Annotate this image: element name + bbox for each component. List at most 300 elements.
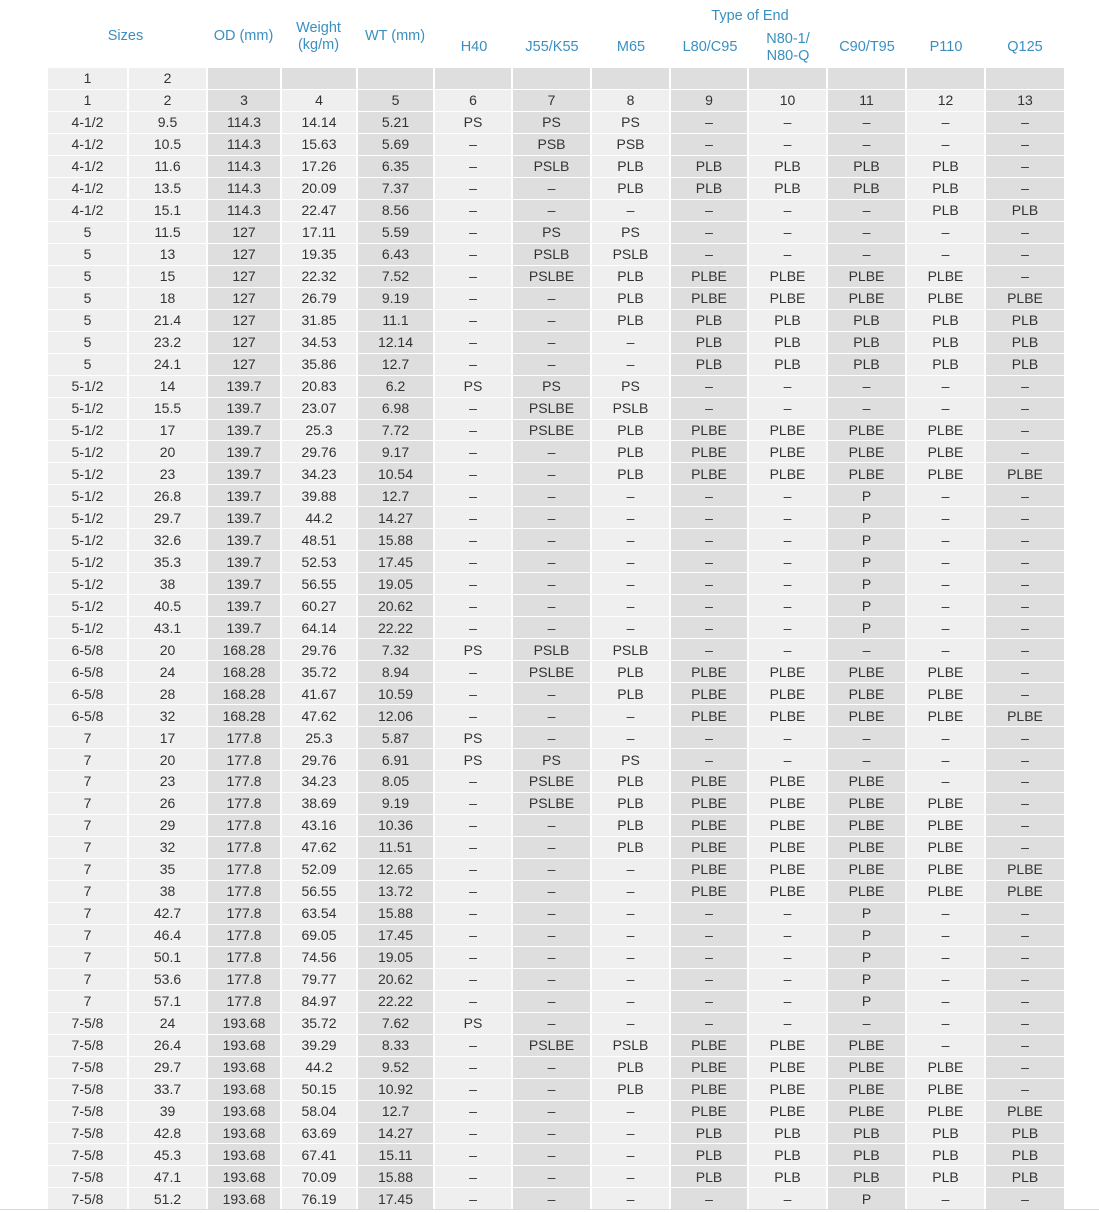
table-cell: 20 xyxy=(128,749,207,771)
table-cell: PLBE xyxy=(906,463,985,485)
table-cell: 193.68 xyxy=(207,1012,281,1034)
table-row xyxy=(48,221,1064,243)
table-cell: PLBE xyxy=(906,1100,985,1122)
table-cell: 139.7 xyxy=(207,617,281,639)
grade-header-line: L80/C95 xyxy=(682,39,738,55)
table-cell: – xyxy=(985,441,1064,463)
table-cell: PS xyxy=(591,749,670,771)
table-cell: PLBE xyxy=(827,814,906,836)
table-cell: 38.69 xyxy=(281,792,357,814)
table-cell: PLB xyxy=(670,1144,748,1166)
table-cell: PLBE xyxy=(827,441,906,463)
table-cell: PLBE xyxy=(748,683,827,705)
table-cell: PLBE xyxy=(827,287,906,309)
table-cell: – xyxy=(512,507,591,529)
table-cell: 5 xyxy=(48,265,128,287)
table-cell: – xyxy=(748,990,827,1012)
table-cell: – xyxy=(985,243,1064,265)
table-cell: 10.59 xyxy=(357,683,434,705)
table-cell: PLBE xyxy=(827,463,906,485)
table-cell: PLB xyxy=(985,1122,1064,1144)
table-cell: 5 xyxy=(48,309,128,331)
table-cell: PLBE xyxy=(827,836,906,858)
table-row xyxy=(48,529,1064,551)
table-cell: – xyxy=(512,1078,591,1100)
table-cell: – xyxy=(906,375,985,397)
table-cell: – xyxy=(827,749,906,771)
table-cell: PLB xyxy=(827,331,906,353)
table-cell: PSLBE xyxy=(512,397,591,419)
table-cell: P xyxy=(827,617,906,639)
table-cell: PLBE xyxy=(906,683,985,705)
table-cell: 177.8 xyxy=(207,880,281,902)
table-cell: PLB xyxy=(670,309,748,331)
table-cell: 22.32 xyxy=(281,265,357,287)
table-cell: 7-5/8 xyxy=(48,1056,128,1078)
table-cell: 43.16 xyxy=(281,814,357,836)
table-cell: PLB xyxy=(748,155,827,177)
table-cell: 19.05 xyxy=(357,946,434,968)
table-cell: – xyxy=(985,683,1064,705)
table-cell: – xyxy=(512,1012,591,1034)
table-cell: – xyxy=(906,902,985,924)
table-cell: PLBE xyxy=(985,287,1064,309)
table-cell: – xyxy=(434,1034,512,1056)
table-row xyxy=(48,1012,1064,1034)
table-cell: 20.83 xyxy=(281,375,357,397)
table-cell: PLBE xyxy=(827,661,906,683)
table-row xyxy=(48,814,1064,836)
table-cell: – xyxy=(512,529,591,551)
table-cell: 17.45 xyxy=(357,1188,434,1210)
table-cell: – xyxy=(670,727,748,749)
table-cell: 5-1/2 xyxy=(48,397,128,419)
table-cell: – xyxy=(512,1144,591,1166)
table-cell: – xyxy=(591,199,670,221)
table-cell: – xyxy=(434,1078,512,1100)
table-cell: 33.7 xyxy=(128,1078,207,1100)
table-cell: PLB xyxy=(985,353,1064,375)
grade-header xyxy=(592,39,670,56)
table-cell: PLB xyxy=(906,1166,985,1188)
table-cell: 41.67 xyxy=(281,683,357,705)
table-cell: PLBE xyxy=(748,858,827,880)
table-cell: – xyxy=(434,990,512,1012)
table-row xyxy=(48,111,1064,133)
table-cell: 6-5/8 xyxy=(48,683,128,705)
table-cell: – xyxy=(748,727,827,749)
table-cell: PLBE xyxy=(748,419,827,441)
table-cell: – xyxy=(591,705,670,727)
table-cell: 7-5/8 xyxy=(48,1012,128,1034)
table-cell: PLB xyxy=(748,1122,827,1144)
table-cell: – xyxy=(434,858,512,880)
table-row xyxy=(48,507,1064,529)
table-cell: 8.94 xyxy=(357,661,434,683)
table-cell: – xyxy=(434,1166,512,1188)
table-cell: PS xyxy=(434,111,512,133)
table-cell: 56.55 xyxy=(281,880,357,902)
table-cell: – xyxy=(434,617,512,639)
table-cell: 139.7 xyxy=(207,463,281,485)
table-cell: PLB xyxy=(827,1166,906,1188)
table-cell: PLB xyxy=(591,771,670,793)
table-cell: 35 xyxy=(128,858,207,880)
table-cell: – xyxy=(748,902,827,924)
table-cell: – xyxy=(434,1188,512,1210)
table-cell: PLB xyxy=(985,1144,1064,1166)
table-cell: – xyxy=(434,792,512,814)
table-cell: PLB xyxy=(591,1056,670,1078)
table-row xyxy=(48,397,1064,419)
table-cell: – xyxy=(906,243,985,265)
table-cell: PLBE xyxy=(670,771,748,793)
table-row xyxy=(48,485,1064,507)
table-row xyxy=(48,1144,1064,1166)
table-cell: 6.2 xyxy=(357,375,434,397)
table-cell: 39 xyxy=(128,1100,207,1122)
table-cell: PLB xyxy=(591,814,670,836)
table-cell: 17.45 xyxy=(357,551,434,573)
grade-header xyxy=(828,39,906,56)
table-row xyxy=(48,375,1064,397)
table-row xyxy=(48,287,1064,309)
table-cell: – xyxy=(434,353,512,375)
table-cell: 63.69 xyxy=(281,1122,357,1144)
table-cell: 29.76 xyxy=(281,749,357,771)
table-cell: – xyxy=(434,419,512,441)
weight-header-line1: Weight xyxy=(296,20,341,36)
table-cell: PLBE xyxy=(748,661,827,683)
table-cell: 193.68 xyxy=(207,1188,281,1210)
table-cell: 8 xyxy=(591,89,670,111)
table-row xyxy=(48,89,1064,111)
table-cell: PLBE xyxy=(906,441,985,463)
table-cell: PLBE xyxy=(906,792,985,814)
table-cell: 5-1/2 xyxy=(48,507,128,529)
table-cell: PLB xyxy=(827,155,906,177)
table-cell: PLBE xyxy=(748,1034,827,1056)
table-cell: 7 xyxy=(48,727,128,749)
table-cell: – xyxy=(670,111,748,133)
table-cell: 7 xyxy=(48,880,128,902)
table-cell: 25.3 xyxy=(281,419,357,441)
table-cell: – xyxy=(434,441,512,463)
table-cell: PLBE xyxy=(827,858,906,880)
table-cell: 7-5/8 xyxy=(48,1100,128,1122)
table-cell: PLB xyxy=(985,1166,1064,1188)
table-cell: – xyxy=(512,485,591,507)
table-cell: PLBE xyxy=(906,705,985,727)
table-cell: – xyxy=(827,1012,906,1034)
table-cell: – xyxy=(670,573,748,595)
table-cell: 1 xyxy=(48,68,128,89)
table-cell: 23 xyxy=(128,771,207,793)
table-cell: PLB xyxy=(591,155,670,177)
table-cell: – xyxy=(827,375,906,397)
table-cell: 10.36 xyxy=(357,814,434,836)
table-cell: 19.35 xyxy=(281,243,357,265)
table-cell: – xyxy=(906,485,985,507)
table-cell: – xyxy=(434,814,512,836)
table-cell: – xyxy=(434,573,512,595)
table-cell: PLBE xyxy=(906,419,985,441)
table-cell: 10 xyxy=(748,89,827,111)
table-cell: 13 xyxy=(985,89,1064,111)
table-cell: – xyxy=(434,485,512,507)
table-cell: – xyxy=(670,902,748,924)
table-cell: – xyxy=(748,639,827,661)
table-cell: PLBE xyxy=(670,858,748,880)
table-cell: – xyxy=(434,551,512,573)
table-cell: PLBE xyxy=(670,880,748,902)
table-cell: – xyxy=(434,265,512,287)
table-cell: PLB xyxy=(748,177,827,199)
table-cell: 11.5 xyxy=(128,221,207,243)
table-cell: – xyxy=(748,529,827,551)
table-cell: PLBE xyxy=(827,1078,906,1100)
table-cell: PLBE xyxy=(748,771,827,793)
table-cell: PLBE xyxy=(670,265,748,287)
table-cell: 168.28 xyxy=(207,683,281,705)
table-cell: – xyxy=(670,133,748,155)
table-cell: – xyxy=(512,814,591,836)
table-cell: – xyxy=(985,924,1064,946)
table-row xyxy=(48,639,1064,661)
table-cell: 20 xyxy=(128,639,207,661)
table-cell: 114.3 xyxy=(207,177,281,199)
table-row xyxy=(48,595,1064,617)
table-cell: PLBE xyxy=(906,858,985,880)
table-row xyxy=(48,727,1064,749)
table-cell: 9.19 xyxy=(357,792,434,814)
table-cell: 4-1/2 xyxy=(48,133,128,155)
table-cell: 10.5 xyxy=(128,133,207,155)
table-cell: PLBE xyxy=(670,705,748,727)
table-cell: PLBE xyxy=(748,814,827,836)
table-cell: 69.05 xyxy=(281,924,357,946)
table-cell: PSLB xyxy=(512,639,591,661)
table-cell: – xyxy=(434,287,512,309)
table-cell: – xyxy=(512,463,591,485)
table-cell: – xyxy=(512,1188,591,1210)
table-cell: 14 xyxy=(128,375,207,397)
table-cell: 7.32 xyxy=(357,639,434,661)
table-row xyxy=(48,265,1064,287)
table-cell: – xyxy=(748,1012,827,1034)
table-cell: 177.8 xyxy=(207,814,281,836)
table-cell: 15.1 xyxy=(128,199,207,221)
table-cell: – xyxy=(670,375,748,397)
table-cell: PLBE xyxy=(906,880,985,902)
table-cell: – xyxy=(434,924,512,946)
table-cell: 35.86 xyxy=(281,353,357,375)
table-cell: – xyxy=(827,111,906,133)
table-cell: 13 xyxy=(128,243,207,265)
table-cell: 5-1/2 xyxy=(48,617,128,639)
table-cell: – xyxy=(670,617,748,639)
table-cell: PLBE xyxy=(670,683,748,705)
table-cell: – xyxy=(985,507,1064,529)
table-cell: – xyxy=(985,727,1064,749)
table-cell: – xyxy=(748,133,827,155)
table-cell: – xyxy=(985,221,1064,243)
table-cell: – xyxy=(906,221,985,243)
table-cell: 15.88 xyxy=(357,529,434,551)
table-cell xyxy=(670,68,748,89)
table-cell: – xyxy=(906,397,985,419)
table-cell: 193.68 xyxy=(207,1078,281,1100)
table-cell: 5 xyxy=(357,89,434,111)
table-cell: – xyxy=(434,529,512,551)
table-cell: 7.62 xyxy=(357,1012,434,1034)
table-cell: PLB xyxy=(906,199,985,221)
od-header: OD (mm) xyxy=(213,28,274,44)
table-cell: – xyxy=(434,243,512,265)
table-cell xyxy=(357,68,434,89)
table-cell: PSB xyxy=(512,133,591,155)
table-cell: 7 xyxy=(48,814,128,836)
table-cell: PLB xyxy=(670,1122,748,1144)
table-cell: – xyxy=(512,177,591,199)
table-cell: PLB xyxy=(906,353,985,375)
sizes-header: Sizes xyxy=(107,28,144,44)
table-cell: – xyxy=(827,727,906,749)
table-cell: – xyxy=(985,595,1064,617)
table-cell: 25.3 xyxy=(281,727,357,749)
table-cell: PLB xyxy=(748,1166,827,1188)
table-row xyxy=(48,902,1064,924)
table-cell: PLBE xyxy=(670,836,748,858)
table-cell: 127 xyxy=(207,287,281,309)
table-cell: 13.72 xyxy=(357,880,434,902)
table-cell: 7 xyxy=(48,792,128,814)
table-cell: – xyxy=(512,924,591,946)
table-cell: – xyxy=(985,1034,1064,1056)
table-cell: PLBE xyxy=(748,1056,827,1078)
table-cell: 46.4 xyxy=(128,924,207,946)
table-cell: 114.3 xyxy=(207,111,281,133)
table-row xyxy=(48,661,1064,683)
table-cell: – xyxy=(985,990,1064,1012)
table-cell: – xyxy=(670,221,748,243)
table-cell: 8.56 xyxy=(357,199,434,221)
table-cell: 24.1 xyxy=(128,353,207,375)
table-cell: 20.62 xyxy=(357,595,434,617)
table-cell: PLB xyxy=(591,265,670,287)
table-cell: 5 xyxy=(48,287,128,309)
table-cell: – xyxy=(985,265,1064,287)
table-cell: PLB xyxy=(906,309,985,331)
table-cell: 42.8 xyxy=(128,1122,207,1144)
table-cell: – xyxy=(670,639,748,661)
table-cell: 35.72 xyxy=(281,661,357,683)
table-cell: 13.5 xyxy=(128,177,207,199)
table-cell: – xyxy=(670,529,748,551)
table-cell: 11.6 xyxy=(128,155,207,177)
table-cell: – xyxy=(906,727,985,749)
grade-header-line: N80-1/ xyxy=(766,31,810,47)
table-cell: 9.17 xyxy=(357,441,434,463)
table-cell: – xyxy=(827,221,906,243)
table-cell: 44.2 xyxy=(281,507,357,529)
table-cell: PS xyxy=(512,221,591,243)
table-cell: 23.2 xyxy=(128,331,207,353)
table-cell: PSLBE xyxy=(512,419,591,441)
table-cell: 18 xyxy=(128,287,207,309)
table-cell: PSLB xyxy=(591,243,670,265)
table-cell: – xyxy=(906,1034,985,1056)
grade-header-line: C90/T95 xyxy=(839,39,895,55)
table-cell: 5.69 xyxy=(357,133,434,155)
table-cell: 21.4 xyxy=(128,309,207,331)
table-cell: P xyxy=(827,1188,906,1210)
table-cell: – xyxy=(985,792,1064,814)
table-cell: PLBE xyxy=(827,1100,906,1122)
table-cell: 5-1/2 xyxy=(48,441,128,463)
table-cell: 47.1 xyxy=(128,1166,207,1188)
table-cell: – xyxy=(512,199,591,221)
table-cell: 70.09 xyxy=(281,1166,357,1188)
table-cell: 5-1/2 xyxy=(48,463,128,485)
table-cell: 12.7 xyxy=(357,485,434,507)
table-cell: 50.15 xyxy=(281,1078,357,1100)
table-row xyxy=(48,771,1064,793)
table-cell: 40.5 xyxy=(128,595,207,617)
table-cell: 4 xyxy=(281,89,357,111)
table-cell: 6-5/8 xyxy=(48,661,128,683)
table-cell: PS xyxy=(512,111,591,133)
table-cell: PSLBE xyxy=(512,661,591,683)
table-cell: 53.6 xyxy=(128,968,207,990)
table-cell: 193.68 xyxy=(207,1034,281,1056)
table-cell: 177.8 xyxy=(207,902,281,924)
table-cell: – xyxy=(906,990,985,1012)
table-cell: PSLB xyxy=(591,397,670,419)
table-cell: PLB xyxy=(670,1166,748,1188)
table-cell: – xyxy=(591,924,670,946)
table-cell: P xyxy=(827,902,906,924)
table-cell: PLB xyxy=(906,177,985,199)
table-cell: PLBE xyxy=(748,836,827,858)
table-cell: – xyxy=(512,353,591,375)
table-cell: – xyxy=(985,419,1064,441)
table-cell: PS xyxy=(434,749,512,771)
table-cell: 114.3 xyxy=(207,133,281,155)
table-cell: – xyxy=(512,858,591,880)
table-cell: – xyxy=(591,1144,670,1166)
table-cell: 10.54 xyxy=(357,463,434,485)
table-cell: 6-5/8 xyxy=(48,639,128,661)
table-cell: PLBE xyxy=(748,705,827,727)
table-cell: PSLBE xyxy=(512,1034,591,1056)
table-cell: PLB xyxy=(906,1144,985,1166)
table-row xyxy=(48,419,1064,441)
table-cell: P xyxy=(827,573,906,595)
table-row xyxy=(48,353,1064,375)
table-row xyxy=(48,1188,1064,1210)
table-cell: 79.77 xyxy=(281,968,357,990)
table-cell: PLB xyxy=(591,177,670,199)
table-cell: 23 xyxy=(128,463,207,485)
table-cell: 48.51 xyxy=(281,529,357,551)
table-cell: – xyxy=(827,199,906,221)
table-cell: 177.8 xyxy=(207,792,281,814)
table-cell: 7-5/8 xyxy=(48,1166,128,1188)
table-cell: – xyxy=(512,551,591,573)
table-cell: 38 xyxy=(128,880,207,902)
table-cell: 5-1/2 xyxy=(48,573,128,595)
